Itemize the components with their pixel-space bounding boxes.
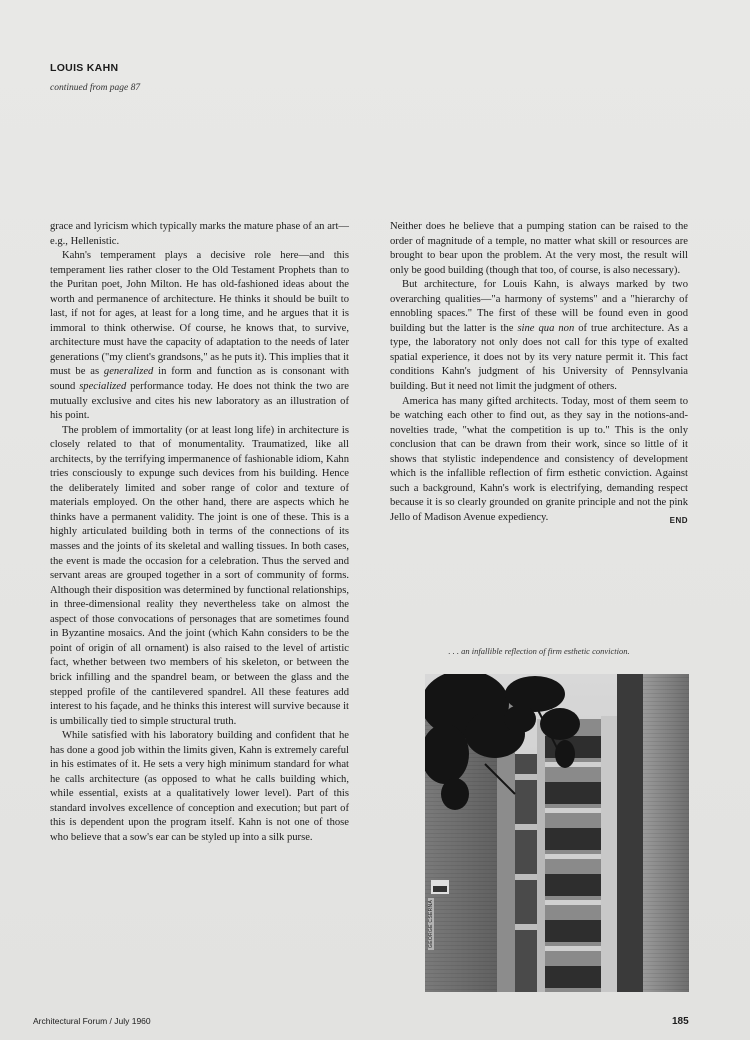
article-title: LOUIS KAHN bbox=[50, 62, 119, 74]
emphasis: generalized bbox=[103, 366, 154, 378]
emphasis: specialized bbox=[79, 381, 127, 393]
photo-credit: GEORGE CSERNA bbox=[428, 899, 434, 948]
paragraph: The problem of immortality (or at least long life) in architecture is closely related to that of monumentality. Traumatized, like all architects, by the terrifying impermanence of fashionable idiom, Kahn tries consciously to expunge such devices from his building. Hence the deliberately limited and sober range of color and texture of materials employed. On the other hand, there are aspects which he thinks have a permanent validity. The joint is one of these. This is a highly articulated building both in terms of the connections of its masses and the joints of its skeletal and walling tissues. In both cases, the event is made the occasion for a celebration. Thus the served and servant areas are grouped together in a sort of community of forms. Although their disposition was determined by functional relationships, in three-dimensional reality they nevertheless take on almost the aspect of those convocations of personages that are sometimes found in Byzantine mosaics. And the joint (which Kahn considers to be the point of origin of all ornament) is also raised to the level of artistic fact, whether between two members of his skeleton, or between the brick infilling and the spandrel beam, or between the glass and the stepped profile of the cantilevered spandrel. All these features add interest to his façade, and he thinks this interest will survive because it is umbilically tied to simple structural truth. bbox=[50, 424, 349, 727]
photo-caption: . . . an infallible reflection of firm esthetic conviction. bbox=[448, 646, 630, 656]
paragraph: But architecture, for Louis Kahn, is always marked by two overarching qualities—"a harmony of systems" and a "hierarchy of ennobling spaces." The first of these will be found even in good building but the latter is the sine qua non of true architecture. As a type, the laboratory not only does not call for this type of exalted spatial experience, it does not by its very nature permit it. This fact conditions Kahn's judgment of his University of Pennsylvania building. But it need not limit the judgment of others. bbox=[390, 279, 688, 393]
paragraph: America has many gifted architects. Today, most of them seem to be watching each other to find out, as they say in the notions-and-novelties trade, "what the competition is up to." This is the only conclusion that can be drawn from their work, since so little of it shows that stylistic independence and consistency of development which is the infallible reflection of firm esthetic conviction. Against such a background, Kahn's work is electrifying, demanding respect because it is so clearly grounded on granite principle and not the pink Jello of Madison Avenue expediency. END bbox=[390, 395, 688, 526]
page-number: 185 bbox=[672, 1016, 689, 1027]
paragraph: grace and lyricism which typically marks the mature phase of an art—e.g., Hellenistic. bbox=[50, 221, 349, 247]
building-photo-drawing bbox=[425, 674, 689, 992]
text-column-right bbox=[390, 220, 688, 528]
text-column-left bbox=[50, 220, 349, 846]
paragraph: While satisfied with his laboratory building and confident that he has done a good job within the limits given, Kahn is extremely careful in his estimates of it. He sets a very high minimum standard for what he calls architecture (as opposed to what he calls building which, while essential, exists at a qualitatively lower level). Part of this standard involves excellence of conception and execution; but part of this is dependent upon the program itself. Kahn is not one of those who believe that a sow's ear can be styled up into a silk purse. bbox=[50, 730, 349, 843]
emphasis: sine qua non bbox=[517, 322, 575, 334]
end-mark: END bbox=[669, 515, 688, 525]
paragraph: Kahn's temperament plays a decisive role here—and this temperament lies rather closer to the Old Testament Prophets than to the Puritan poet, John Milton. He has old-fashioned ideas about the worth and permanence of architecture. He thinks it should be built to last, if not for ages, at least for a long time, and he argues that it is immoral to think otherwise. Of course, he knows that, to survive, architecture must have the capacity of adaptation to the needs of later generations ("my client's grandsons," as he puts it). This implies that it must be as generalized in form and function as is consonant with sound specialized performance today. He does not think the two are mutually exclusive and cites his new laboratory as an illustration of his point. bbox=[50, 250, 349, 422]
footer-publication: Architectural Forum / July 1960 bbox=[33, 1016, 151, 1026]
paragraph: Neither does he believe that a pumping station can be raised to the order of magnitude of a temple, no matter what skill or resources are brought to bear upon the problem. At the very most, the result will only be good building (though that too, of course, is also necessary). bbox=[390, 221, 688, 276]
building-photo bbox=[425, 674, 689, 992]
continued-note: continued from page 87 bbox=[50, 83, 141, 93]
